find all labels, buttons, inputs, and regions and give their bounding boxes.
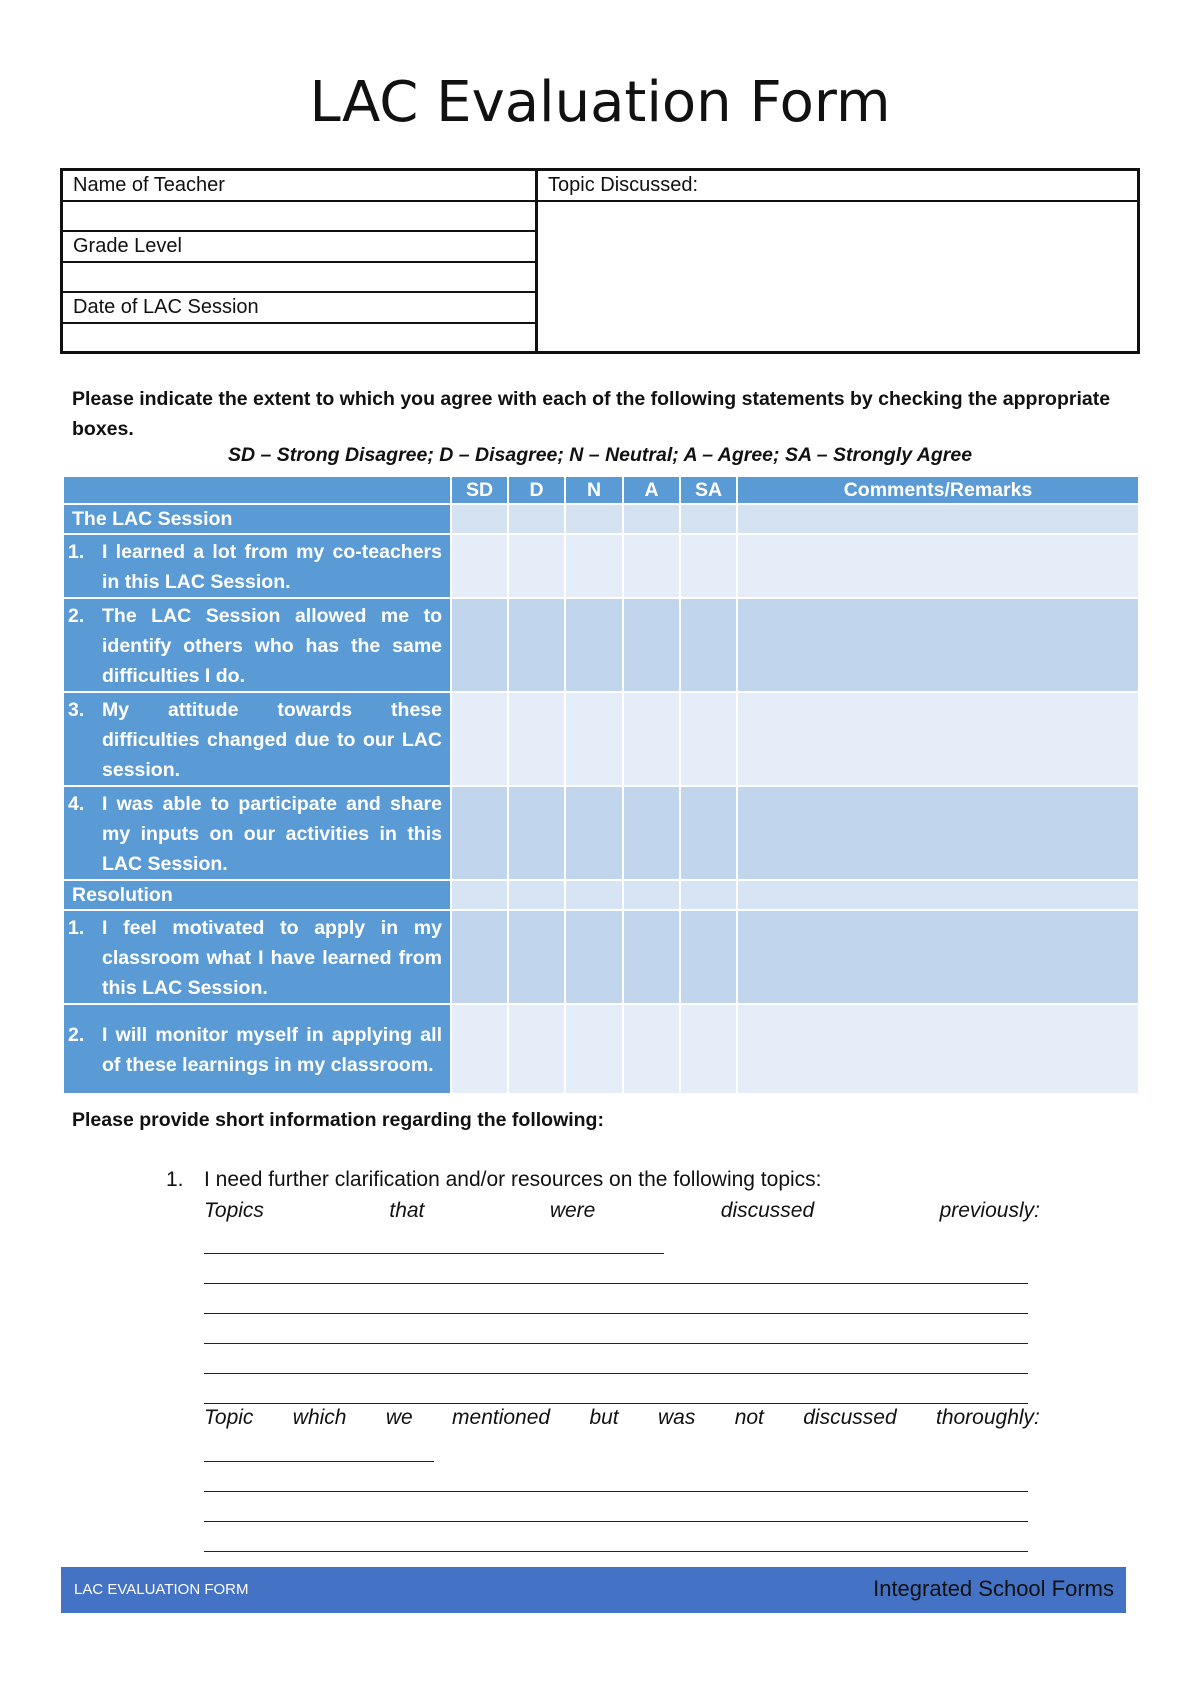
d-checkbox[interactable] <box>509 911 564 1003</box>
header-blank <box>64 477 450 503</box>
a-checkbox[interactable] <box>624 787 679 879</box>
topic-discussed-cell <box>538 171 1137 351</box>
statement-number: 2. <box>68 1024 85 1046</box>
statement-cell <box>64 911 450 1003</box>
statement-number: 3. <box>68 699 85 721</box>
statement-text: I will monitor myself in applying all of these learnings in my classroom. <box>102 1024 442 1076</box>
rating-legend: SD – Strong Disagree; D – Disagree; N – Neutral; A – Agree; SA – Strongly Agree <box>227 444 973 466</box>
comment-cell <box>738 881 1138 909</box>
name-of-teacher-field[interactable] <box>63 202 535 233</box>
rating-cell <box>566 505 622 533</box>
prompt-topics-discussed-previously <box>204 1199 1040 1223</box>
statement-cell <box>64 599 450 691</box>
comments-field[interactable] <box>738 911 1138 1003</box>
statement-text: I feel motivated to apply in my classroom what I have learned from this LAC Session. <box>102 917 442 999</box>
comment-cell <box>738 505 1138 533</box>
question-1 <box>166 1168 822 1192</box>
question-1-text: I need further clarification and/or resources on the following topics: <box>204 1168 822 1191</box>
rating-table <box>62 475 1140 1095</box>
prompt-word: which <box>292 1406 347 1429</box>
statement-text: The LAC Session allowed me to identify others who has the same difficulties I do. <box>102 605 442 687</box>
statement-number: 1. <box>68 917 85 939</box>
statement-cell <box>64 787 450 879</box>
n-checkbox[interactable] <box>566 535 622 597</box>
d-checkbox[interactable] <box>509 535 564 597</box>
statement-cell <box>64 535 450 597</box>
sd-checkbox[interactable] <box>452 911 507 1003</box>
statement-text: I learned a lot from my co-teachers in this LAC Session. <box>102 541 442 593</box>
short-info-heading: Please provide short information regarding the following: <box>72 1109 604 1131</box>
a-checkbox[interactable] <box>624 599 679 691</box>
statement-cell <box>64 693 450 785</box>
d-checkbox[interactable] <box>509 787 564 879</box>
rating-cell <box>681 505 736 533</box>
a-checkbox[interactable] <box>624 1005 679 1093</box>
comments-field[interactable] <box>738 535 1138 597</box>
rating-header-row <box>64 477 1138 503</box>
header-n: N <box>566 477 622 503</box>
date-of-session-field[interactable] <box>63 324 535 355</box>
answer-line[interactable] <box>204 1403 1028 1404</box>
a-checkbox[interactable] <box>624 693 679 785</box>
footer-brand: Integrated School Forms <box>873 1576 1114 1601</box>
sa-checkbox[interactable] <box>681 693 736 785</box>
footer-bar <box>61 1567 1126 1613</box>
statement-cell <box>64 1005 450 1093</box>
rating-cell <box>509 505 564 533</box>
comments-field[interactable] <box>738 787 1138 879</box>
rating-cell <box>452 881 507 909</box>
rating-cell <box>452 505 507 533</box>
prompt-word: that <box>389 1199 425 1222</box>
prompt-word: we <box>385 1406 413 1429</box>
prompt-word: discussed <box>720 1199 815 1222</box>
prompt-word: was <box>658 1406 696 1429</box>
answer-line[interactable] <box>204 1313 1028 1314</box>
instructions: Please indicate the extent to which you agree with each of the following statements by checking the appropriate boxes. <box>72 388 1111 440</box>
rating-cell <box>681 881 736 909</box>
header-comments: Comments/Remarks <box>738 477 1138 503</box>
comments-field[interactable] <box>738 693 1138 785</box>
prompt-word: Topics <box>204 1199 264 1222</box>
section-row-resolution <box>64 881 1138 909</box>
answer-line[interactable] <box>204 1461 434 1462</box>
answer-line[interactable] <box>204 1283 1028 1284</box>
sd-checkbox[interactable] <box>452 787 507 879</box>
sd-checkbox[interactable] <box>452 535 507 597</box>
sa-checkbox[interactable] <box>681 787 736 879</box>
d-checkbox[interactable] <box>509 1005 564 1093</box>
grade-level-label: Grade Level <box>63 232 535 263</box>
statement-row <box>64 535 1138 597</box>
header-sd: SD <box>452 477 507 503</box>
name-of-teacher-label: Name of Teacher <box>63 171 535 202</box>
section-title: The LAC Session <box>64 505 450 533</box>
topic-discussed-label: Topic Discussed: <box>538 171 1137 202</box>
answer-line[interactable] <box>204 1253 664 1254</box>
answer-line[interactable] <box>204 1521 1028 1522</box>
date-of-session-label: Date of LAC Session <box>63 293 535 324</box>
statement-row <box>64 1005 1138 1093</box>
n-checkbox[interactable] <box>566 787 622 879</box>
statement-number: 4. <box>68 793 85 815</box>
prompt-topic-not-discussed-thoroughly <box>204 1406 1040 1430</box>
grade-level-field[interactable] <box>63 263 535 294</box>
section-title: Resolution <box>64 881 450 909</box>
statement-number: 1. <box>68 541 85 563</box>
section-row-lac-session <box>64 505 1138 533</box>
rating-cell <box>624 505 679 533</box>
answer-line[interactable] <box>204 1491 1028 1492</box>
statement-row <box>64 911 1138 1003</box>
statement-row <box>64 599 1138 691</box>
prompt-word: discussed <box>803 1406 897 1429</box>
prompt-word: Topic <box>204 1406 254 1429</box>
sa-checkbox[interactable] <box>681 599 736 691</box>
n-checkbox[interactable] <box>566 911 622 1003</box>
question-1-number: 1. <box>166 1168 184 1191</box>
n-checkbox[interactable] <box>566 1005 622 1093</box>
page-title: LAC Evaluation Form <box>309 70 891 135</box>
answer-line[interactable] <box>204 1551 1028 1552</box>
rating-cell <box>509 881 564 909</box>
prompt-word: previously: <box>939 1199 1040 1222</box>
rating-cell <box>624 881 679 909</box>
n-checkbox[interactable] <box>566 599 622 691</box>
teacher-info-left <box>63 171 538 351</box>
footer-form-name: LAC EVALUATION FORM <box>74 1581 249 1598</box>
d-checkbox[interactable] <box>509 599 564 691</box>
statement-row <box>64 787 1138 879</box>
comments-field[interactable] <box>738 599 1138 691</box>
sd-checkbox[interactable] <box>452 1005 507 1093</box>
rating-cell <box>566 881 622 909</box>
comments-field[interactable] <box>738 1005 1138 1093</box>
prompt-word: were <box>549 1199 596 1222</box>
sa-checkbox[interactable] <box>681 911 736 1003</box>
a-checkbox[interactable] <box>624 535 679 597</box>
prompt-word: but <box>589 1406 619 1429</box>
header-a: A <box>624 477 679 503</box>
answer-line[interactable] <box>204 1343 1028 1344</box>
n-checkbox[interactable] <box>566 693 622 785</box>
header-d: D <box>509 477 564 503</box>
header-sa: SA <box>681 477 736 503</box>
sd-checkbox[interactable] <box>452 693 507 785</box>
topic-discussed-field[interactable] <box>538 202 1137 352</box>
statement-text: I was able to participate and share my inputs on our activities in this LAC Session. <box>102 793 442 875</box>
teacher-info-table <box>60 168 1140 354</box>
statement-row <box>64 693 1138 785</box>
sd-checkbox[interactable] <box>452 599 507 691</box>
prompt-word: not <box>734 1406 764 1429</box>
prompt-word: mentioned <box>452 1406 551 1429</box>
a-checkbox[interactable] <box>624 911 679 1003</box>
d-checkbox[interactable] <box>509 693 564 785</box>
statement-text: My attitude towards these difficulties changed due to our LAC session. <box>102 699 442 781</box>
statement-number: 2. <box>68 605 85 627</box>
prompt-word: thoroughly: <box>935 1406 1040 1429</box>
sa-checkbox[interactable] <box>681 535 736 597</box>
answer-line[interactable] <box>204 1373 1028 1374</box>
sa-checkbox[interactable] <box>681 1005 736 1093</box>
